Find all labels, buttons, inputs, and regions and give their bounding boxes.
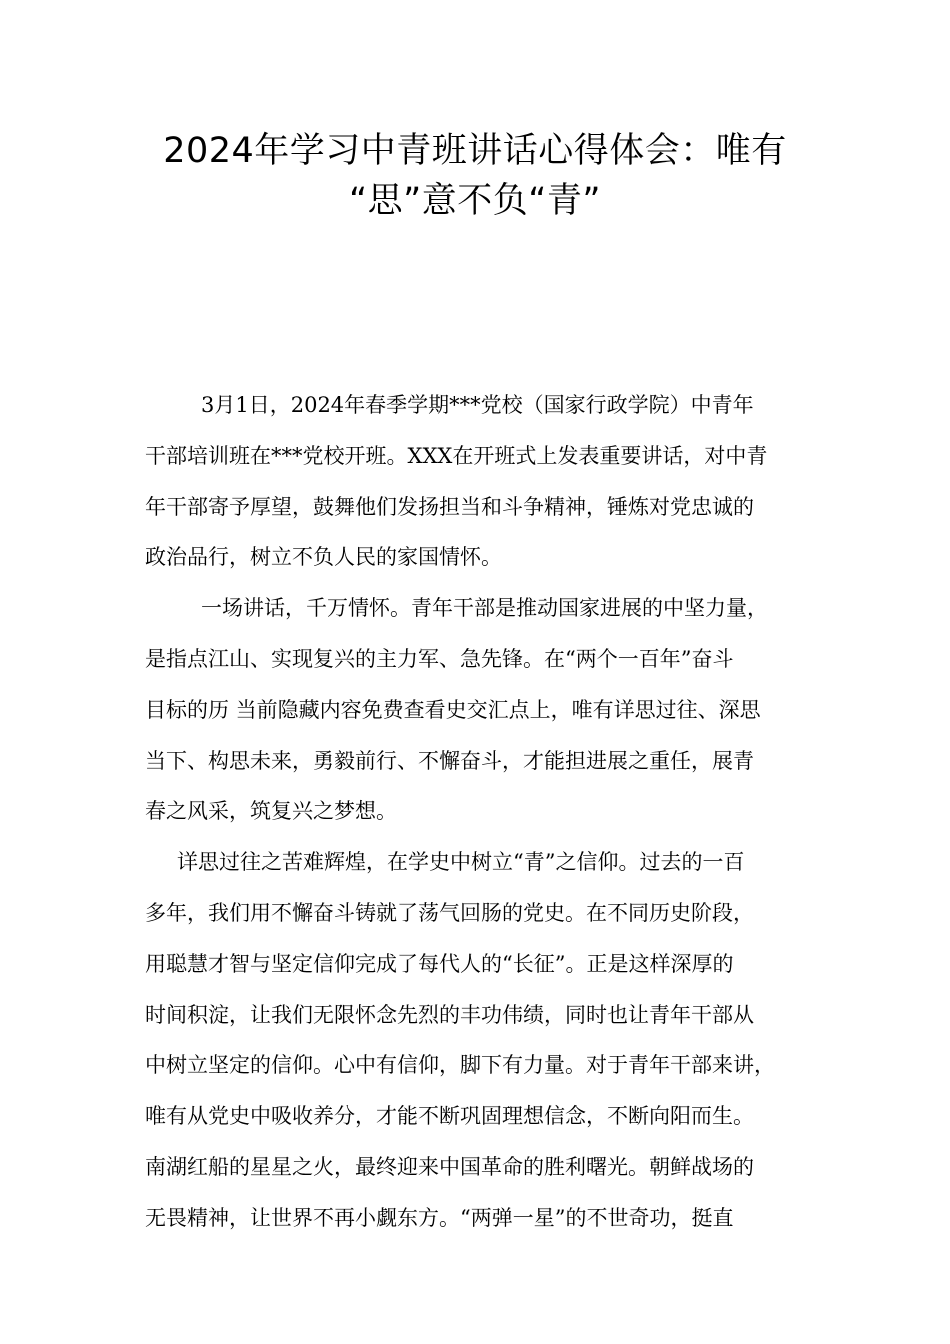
paragraph-2	[145, 583, 810, 837]
text-line: 当下、构思未来，勇毅前行、不懈奋斗，才能担进展之重任，展青	[145, 748, 754, 773]
text-line: 目标的历 当前隐藏内容免费查看史交汇点上，唯有详思过往、深思	[145, 697, 761, 722]
text-line: 是指点江山、实现复兴的主力军、急先锋。在“两个一百年”奋斗	[145, 646, 734, 671]
text-line: 3月1日，2024年春季学期***党校（国家行政学院）中青年	[201, 393, 754, 417]
text-line: 一场讲话，千万情怀。青年干部是推动国家进展的中坚力量，	[201, 596, 768, 621]
text-line: 无畏精神，让世界不再小觑东方。“两弹一星”的不世奇功，挺直	[145, 1205, 734, 1230]
document-body	[145, 380, 810, 1244]
document-title	[100, 126, 850, 226]
text-line: 多年，我们用不懈奋斗铸就了荡气回肠的党史。在不同历史阶段，	[145, 900, 754, 925]
text-line: 详思过往之苦难辉煌，在学史中树立“青”之信仰。过去的一百	[177, 850, 745, 875]
text-line: 春之风采，筑复兴之梦想。	[145, 799, 397, 824]
title-line-1: 2024年学习中青班讲话心得体会：唯有	[163, 131, 787, 171]
text-line: 南湖红船的星星之火，最终迎来中国革命的胜利曙光。朝鲜战场的	[145, 1154, 754, 1179]
text-line: 中树立坚定的信仰。心中有信仰，脚下有力量。对于青年干部来讲，	[145, 1053, 775, 1078]
text-line: 年干部寄予厚望，鼓舞他们发扬担当和斗争精神，锤炼对党忠诚的	[145, 494, 754, 519]
text-line: 时间积淀，让我们无限怀念先烈的丰功伟绩，同时也让青年干部从	[145, 1002, 754, 1027]
text-line: 唯有从党史中吸收养分，才能不断巩固理想信念，不断向阳而生。	[145, 1104, 754, 1129]
text-line: 用聪慧才智与坚定信仰完成了每代人的“长征”。正是这样深厚的	[145, 951, 734, 976]
text-line: 干部培训班在***党校开班。XXX在开班式上发表重要讲话，对中青	[145, 443, 768, 468]
title-line-2: “思”意不负“青”	[348, 181, 602, 221]
paragraph-1	[145, 380, 810, 583]
text-line: 政治品行，树立不负人民的家国情怀。	[145, 545, 502, 570]
paragraph-3	[145, 837, 810, 1243]
